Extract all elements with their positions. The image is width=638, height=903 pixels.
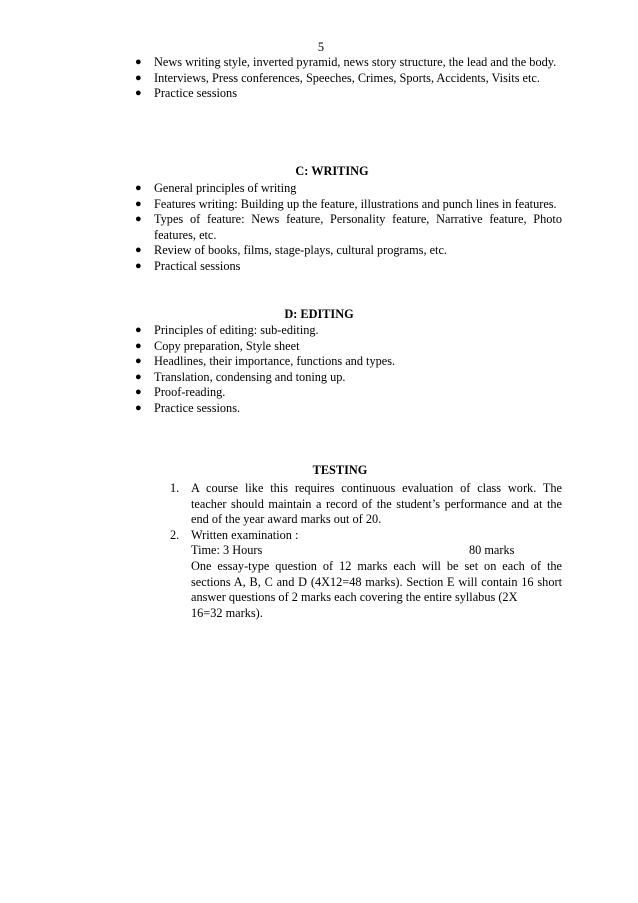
page-number: 5 [317,40,325,54]
testing-list [170,481,562,621]
section-c-heading: C: WRITING [295,164,369,178]
list-item: ● Practice sessions. [135,400,241,415]
list-item: ● Types of feature: News feature, Personality feature, Narrative feature, Photo features, etc. [135,212,562,242]
bullet-icon: ● [135,244,142,257]
list-item: ● News writing style, inverted pyramid, news story structure, the lead and the body. [135,55,557,69]
list-item: ● Translation, condensing and toning up. [135,369,346,384]
bullet-icon: ● [135,339,142,352]
bullet-icon: ● [135,182,142,194]
list-item: ● Features writing: Building up the feature, illustrations and punch lines in features. [135,196,557,211]
section-c-list [133,181,562,275]
time-marks-row [191,543,562,559]
bullet-icon: ● [135,324,142,336]
testing-heading: TESTING [312,463,368,477]
section-b-list [133,55,562,102]
list-item: ● Proof-reading. [135,385,226,400]
bullet-icon: ● [135,213,142,226]
item-number: 2. [170,527,180,542]
marks-label: 80 marks [469,543,515,558]
bullet-icon: ● [135,197,142,210]
list-item: ● General principles of writing [135,181,297,195]
list-item: ● Interviews, Press conferences, Speeches, Crimes, Sports, Accidents, Visits etc. [135,70,540,85]
list-item: ● Copy preparation, Style sheet [135,338,300,353]
bullet-icon: ● [135,56,142,68]
section-d-heading: D: EDITING [284,307,354,321]
bullet-icon: ● [135,370,142,383]
bullet-icon: ● [135,87,142,100]
list-item: ● Review of books, films, stage-plays, cultural programs, etc. [135,243,448,258]
item-title: Written examination : [191,527,299,542]
item-description: One essay-type question of 12 marks each will be set on each of the sections A, B, C and D (4X12=48 marks). Section E will contain 16 short answer questions of 2 marks each covering the entire syllabus (2X [191,558,562,605]
list-item: ● Practice sessions [135,86,237,101]
list-item [170,528,562,622]
list-item: ● Principles of editing: sub-editing. [135,323,319,337]
section-d-list [133,323,562,417]
bullet-icon: ● [135,259,142,272]
bullet-icon: ● [135,71,142,84]
list-item: ● Practical sessions [135,258,241,273]
item-number: 1. [170,481,180,495]
list-item: ● Headlines, their importance, functions and types. [135,354,396,369]
list-item [170,481,562,528]
item-description-end: 16=32 marks). [191,605,263,620]
bullet-icon: ● [135,355,142,368]
bullet-icon: ● [135,401,142,414]
item-text: A course like this requires continuous evaluation of class work. The teacher should maintain a record of the student’s performance and at the end of the year award marks out of 20. [191,481,562,527]
bullet-icon: ● [135,386,142,399]
time-label: Time: 3 Hours [191,543,263,558]
